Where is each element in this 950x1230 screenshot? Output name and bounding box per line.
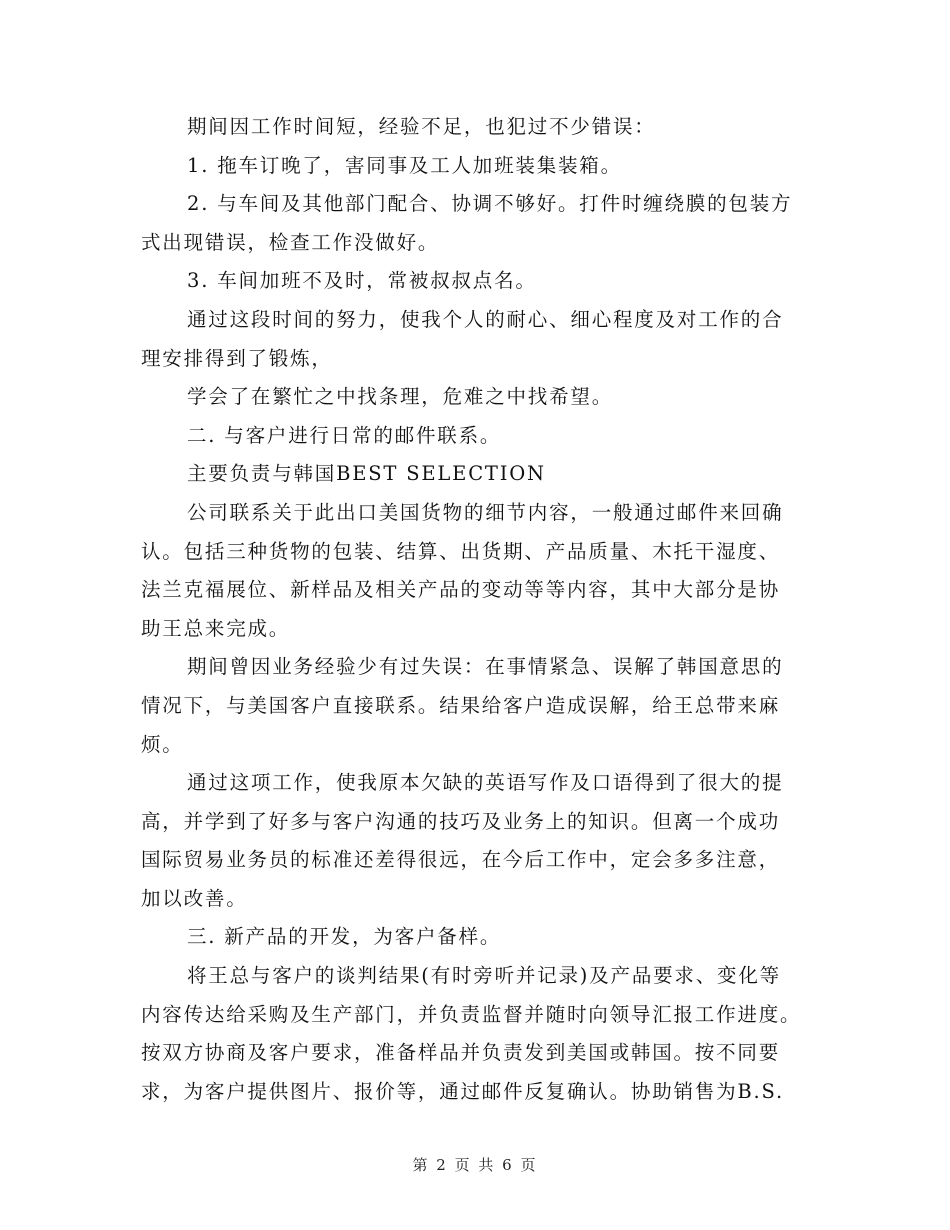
text-line: 2. 与车间及其他部门配合、协调不够好。打件时缠绕膜的包装方 <box>187 192 793 216</box>
text-line: 求，为客户提供图片、报价等，通过邮件反复确认。协助销售为B.S. <box>141 1079 784 1103</box>
text-line: 式出现错误，检查工作没做好。 <box>141 230 440 254</box>
text-line: 助王总来完成。 <box>141 616 291 640</box>
total-pages-number: 6 <box>502 1156 514 1174</box>
text-line: 期间曾因业务经验少有过失误：在事情紧急、误解了韩国意思的 <box>187 655 784 679</box>
text-line: 主要负责与韩国BEST SELECTION <box>187 462 546 486</box>
text-line: 理安排得到了锻炼， <box>141 346 333 370</box>
text-line: 法兰克福展位、新样品及相关产品的变动等等内容，其中大部分是协 <box>141 578 781 602</box>
text-line: 期间因工作时间短，经验不足，也犯过不少错误： <box>187 115 656 138</box>
text-line: 3. 车间加班不及时，常被叔叔点名。 <box>187 269 537 293</box>
current-page-number: 2 <box>436 1156 448 1174</box>
text-line: 将王总与客户的谈判结果(有时旁听并记录)及产品要求、变化等 <box>187 964 781 988</box>
text-line: 国际贸易业务员的标准还差得很远，在今后工作中，定会多多注意， <box>141 848 781 872</box>
document-body <box>141 108 807 1111</box>
text-line: 烦。 <box>141 732 184 756</box>
text-line: 通过这段时间的努力，使我个人的耐心、细心程度及对工作的合 <box>187 307 784 331</box>
section-heading: 三. 新产品的开发，为客户备样。 <box>187 925 502 949</box>
text-line: 认。包括三种货物的包装、结算、出货期、产品质量、木托干湿度、 <box>141 539 781 563</box>
text-line: 内容传达给采购及生产部门，并负责监督并随时向领导汇报工作进度。 <box>141 1002 802 1026</box>
footer-middle: 页 共 <box>454 1156 496 1174</box>
text-line: 情况下，与美国客户直接联系。结果给客户造成误解，给王总带来麻 <box>141 693 781 717</box>
text-line: 高，并学到了好多与客户沟通的技巧及业务上的知识。但离一个成功 <box>141 809 781 833</box>
text-line: 1. 拖车订晚了，害同事及工人加班装集装箱。 <box>187 153 622 177</box>
text-line: 公司联系关于此出口美国货物的细节内容，一般通过邮件来回确 <box>187 500 784 524</box>
section-heading: 二. 与客户进行日常的邮件联系。 <box>187 423 502 447</box>
page-footer <box>0 1154 950 1175</box>
text-line: 通过这项工作，使我原本欠缺的英语写作及口语得到了很大的提 <box>187 771 784 795</box>
text-line: 学会了在繁忙之中找条理，危难之中找希望。 <box>187 385 614 409</box>
text-line: 按双方协商及客户要求，准备样品并负责发到美国或韩国。按不同要 <box>141 1041 781 1065</box>
footer-suffix: 页 <box>520 1156 538 1174</box>
text-line: 加以改善。 <box>141 886 248 910</box>
footer-prefix: 第 <box>412 1156 430 1174</box>
